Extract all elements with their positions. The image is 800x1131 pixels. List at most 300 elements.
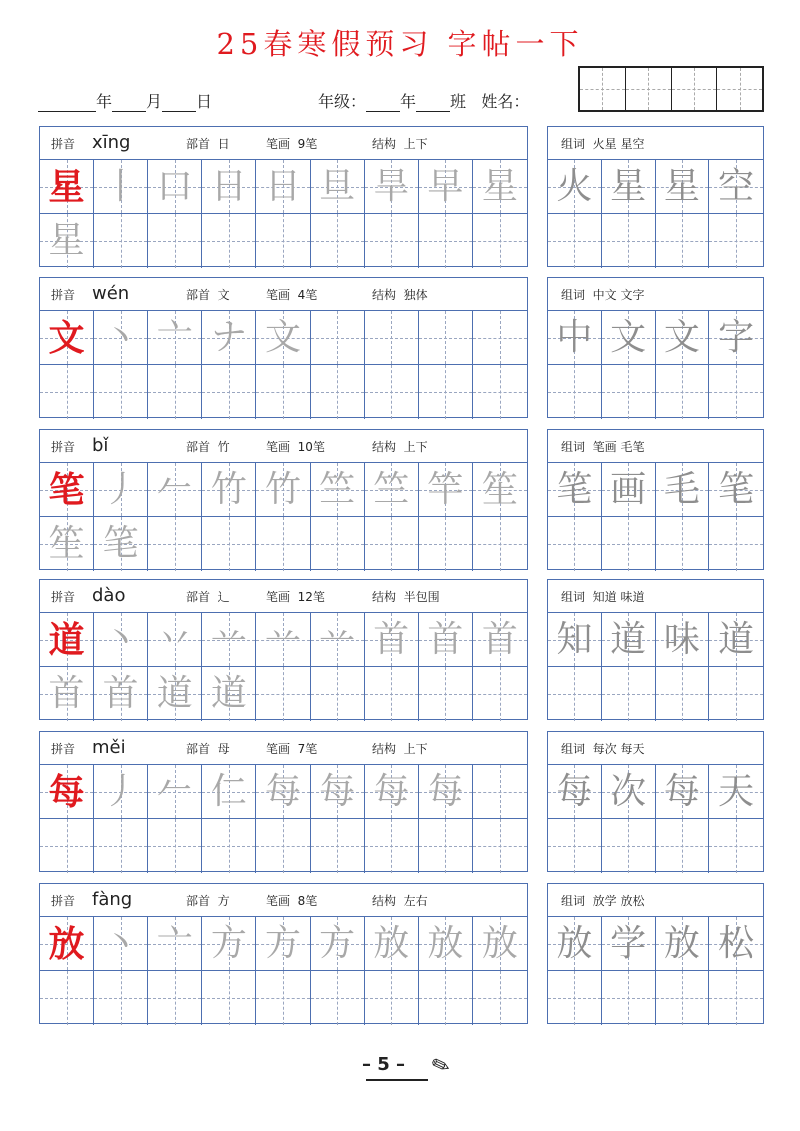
- words-cell[interactable]: [656, 311, 710, 365]
- words-cell[interactable]: [709, 365, 763, 419]
- practice-cell[interactable]: [40, 214, 94, 268]
- practice-cell[interactable]: [148, 971, 202, 1025]
- pinyin-value: xīng: [92, 132, 131, 153]
- stroke-info: [266, 740, 317, 757]
- stroke-step: 笔: [102, 523, 139, 564]
- strokes-value: 12笔: [297, 589, 325, 604]
- radical-label: 部首: [186, 439, 211, 454]
- practice-cell[interactable]: [202, 613, 256, 667]
- practice-cell[interactable]: [365, 765, 419, 819]
- practice-cell[interactable]: [311, 517, 365, 571]
- word-character: 味: [663, 618, 700, 660]
- practice-cell[interactable]: [40, 971, 94, 1025]
- practice-cell[interactable]: [419, 311, 473, 365]
- practice-cell[interactable]: [311, 160, 365, 214]
- words-info: [561, 588, 644, 605]
- practice-cell[interactable]: [473, 517, 527, 571]
- radical-info: [186, 588, 230, 605]
- words-cell[interactable]: [548, 463, 602, 517]
- practice-cell[interactable]: [419, 971, 473, 1025]
- words-cell[interactable]: [656, 765, 710, 819]
- words-panel: [547, 579, 764, 720]
- pinyin-value: měi: [92, 737, 126, 758]
- stroke-step: 丿: [102, 468, 139, 510]
- word-character: 次: [610, 770, 647, 812]
- word-character: 学: [610, 922, 647, 964]
- words-cell[interactable]: [548, 765, 602, 819]
- practice-cell[interactable]: [473, 917, 527, 971]
- stroke-step: 放: [427, 922, 464, 964]
- practice-grid: [40, 917, 527, 1025]
- words-cell[interactable]: [602, 971, 656, 1025]
- practice-cell[interactable]: [256, 214, 310, 268]
- words-cell[interactable]: [656, 365, 710, 419]
- word-character: 笔: [556, 468, 593, 510]
- structure-info: [372, 892, 428, 909]
- day-blank[interactable]: [162, 98, 196, 112]
- words-cell[interactable]: [602, 214, 656, 268]
- words-info: [561, 135, 644, 152]
- words-cell[interactable]: [602, 613, 656, 667]
- practice-cell[interactable]: [473, 971, 527, 1025]
- practice-cell[interactable]: [40, 160, 94, 214]
- words-cell[interactable]: [709, 517, 763, 571]
- words-cell[interactable]: [656, 971, 710, 1025]
- word-character: 放: [556, 922, 593, 964]
- practice-cell[interactable]: [94, 311, 148, 365]
- stroke-info: [266, 892, 317, 909]
- footer-underline: [366, 1079, 428, 1081]
- model-character: 道: [48, 618, 85, 661]
- structure-label: 结构: [372, 589, 397, 604]
- practice-cell[interactable]: [256, 311, 310, 365]
- structure-info: [372, 286, 428, 303]
- name-box[interactable]: [578, 66, 764, 112]
- practice-cell[interactable]: [473, 667, 527, 721]
- stroke-step: 䒑: [264, 618, 301, 660]
- words-cell[interactable]: [709, 463, 763, 517]
- practice-cell[interactable]: [311, 667, 365, 721]
- structure-label: 结构: [372, 741, 397, 756]
- practice-cell[interactable]: [365, 971, 419, 1025]
- practice-cell[interactable]: [148, 819, 202, 873]
- word-character: 松: [718, 922, 755, 964]
- practice-cell[interactable]: [148, 365, 202, 419]
- practice-grid: [40, 463, 527, 571]
- words-cell[interactable]: [602, 365, 656, 419]
- stroke-step: 日: [210, 165, 247, 207]
- radical-info: [186, 135, 230, 152]
- practice-cell[interactable]: [473, 765, 527, 819]
- practice-cell[interactable]: [202, 160, 256, 214]
- practice-cell[interactable]: [148, 214, 202, 268]
- words-cell[interactable]: [548, 214, 602, 268]
- practice-cell[interactable]: [419, 365, 473, 419]
- words-info: [561, 740, 644, 757]
- pinyin-label: 拼音: [51, 893, 76, 908]
- stroke-step: 日: [264, 165, 301, 207]
- practice-cell[interactable]: [256, 613, 310, 667]
- practice-cell[interactable]: [256, 667, 310, 721]
- pinyin-label: 拼音: [51, 589, 76, 604]
- stroke-step: 早: [427, 165, 464, 207]
- practice-cell[interactable]: [94, 463, 148, 517]
- words-cell[interactable]: [548, 917, 602, 971]
- structure-label: 结构: [372, 136, 397, 151]
- words-info: [561, 892, 644, 909]
- words-panel: [547, 731, 764, 872]
- words-value: 每次 每天: [592, 741, 645, 756]
- practice-cell[interactable]: [365, 667, 419, 721]
- words-header: [548, 580, 763, 613]
- stroke-step: 竺: [373, 468, 410, 510]
- model-character: 放: [48, 922, 85, 965]
- practice-cell[interactable]: [40, 517, 94, 571]
- practice-cell[interactable]: [419, 463, 473, 517]
- words-label: 组词: [561, 741, 586, 756]
- radical-value: 辶: [217, 589, 230, 604]
- practice-cell[interactable]: [473, 613, 527, 667]
- words-cell[interactable]: [548, 517, 602, 571]
- word-character: 中: [556, 316, 593, 358]
- words-cell[interactable]: [602, 667, 656, 721]
- class-blank[interactable]: [416, 98, 450, 112]
- practice-cell[interactable]: [94, 667, 148, 721]
- practice-cell[interactable]: [311, 613, 365, 667]
- practice-header: [40, 580, 527, 613]
- words-value: 知道 味道: [592, 589, 645, 604]
- practice-cell[interactable]: [202, 765, 256, 819]
- words-cell[interactable]: [709, 311, 763, 365]
- practice-cell[interactable]: [40, 765, 94, 819]
- practice-cell[interactable]: [365, 160, 419, 214]
- practice-cell[interactable]: [311, 971, 365, 1025]
- words-cell[interactable]: [548, 667, 602, 721]
- words-header: [548, 278, 763, 311]
- practice-cell[interactable]: [202, 365, 256, 419]
- word-character: 画: [610, 468, 647, 510]
- name-cell[interactable]: [626, 68, 672, 110]
- practice-cell[interactable]: [365, 517, 419, 571]
- structure-value: 半包围: [403, 589, 440, 604]
- practice-cell[interactable]: [94, 613, 148, 667]
- words-cell[interactable]: [602, 463, 656, 517]
- word-character: 毛: [663, 468, 700, 510]
- year-label: 年: [96, 92, 113, 111]
- practice-cell[interactable]: [473, 160, 527, 214]
- words-value: 放学 放松: [592, 893, 645, 908]
- practice-header: [40, 127, 527, 160]
- stroke-step: 首: [48, 673, 85, 714]
- pinyin-value: fàng: [92, 889, 133, 910]
- words-cell[interactable]: [602, 311, 656, 365]
- pinyin-value: dào: [92, 585, 126, 606]
- practice-cell[interactable]: [202, 463, 256, 517]
- practice-cell[interactable]: [473, 214, 527, 268]
- word-character: 星: [663, 165, 700, 207]
- words-cell[interactable]: [548, 160, 602, 214]
- practice-grid: [40, 765, 527, 873]
- practice-cell[interactable]: [256, 365, 310, 419]
- name-cell[interactable]: [717, 68, 762, 110]
- practice-cell[interactable]: [419, 160, 473, 214]
- pinyin-label: 拼音: [51, 741, 76, 756]
- words-header: [548, 732, 763, 765]
- words-grid: [548, 311, 763, 419]
- practice-cell[interactable]: [365, 613, 419, 667]
- words-cell[interactable]: [709, 667, 763, 721]
- pinyin-value: bǐ: [92, 435, 109, 456]
- stroke-step: 旦: [319, 165, 356, 207]
- model-character: 文: [48, 316, 85, 359]
- stroke-step: 星: [481, 165, 518, 207]
- radical-label: 部首: [186, 589, 211, 604]
- practice-cell[interactable]: [311, 917, 365, 971]
- practice-cell[interactable]: [419, 667, 473, 721]
- words-panel: [547, 429, 764, 570]
- words-cell[interactable]: [656, 917, 710, 971]
- words-panel: [547, 883, 764, 1024]
- structure-info: [372, 740, 428, 757]
- practice-cell[interactable]: [40, 463, 94, 517]
- radical-label: 部首: [186, 136, 211, 151]
- words-cell[interactable]: [602, 517, 656, 571]
- structure-info: [372, 135, 428, 152]
- stroke-step: 丨: [102, 165, 139, 207]
- stroke-step: 每: [319, 770, 356, 812]
- page-title: 25春寒假预习 字帖一下: [216, 27, 584, 61]
- practice-cell[interactable]: [256, 819, 310, 873]
- word-character: 文: [663, 316, 700, 358]
- words-cell[interactable]: [709, 819, 763, 873]
- words-cell[interactable]: [602, 819, 656, 873]
- practice-cell[interactable]: [419, 517, 473, 571]
- practice-cell[interactable]: [40, 819, 94, 873]
- practice-cell[interactable]: [256, 517, 310, 571]
- stroke-step: 每: [373, 770, 410, 812]
- practice-cell[interactable]: [148, 613, 202, 667]
- word-character: 火: [556, 165, 593, 207]
- words-value: 火星 星空: [592, 136, 645, 151]
- stroke-step: 仁: [210, 770, 247, 812]
- radical-label: 部首: [186, 893, 211, 908]
- practice-cell[interactable]: [148, 765, 202, 819]
- word-character: 知: [556, 618, 593, 660]
- words-cell[interactable]: [656, 160, 710, 214]
- month-blank[interactable]: [112, 98, 146, 112]
- practice-cell[interactable]: [202, 311, 256, 365]
- stroke-step: 道: [156, 673, 193, 714]
- word-character: 道: [610, 618, 647, 660]
- practice-cell[interactable]: [256, 463, 310, 517]
- name-cell[interactable]: [580, 68, 626, 110]
- stroke-step: 𠂉: [156, 468, 193, 510]
- practice-cell[interactable]: [202, 819, 256, 873]
- pinyin-value: wén: [92, 283, 130, 304]
- words-header: [548, 430, 763, 463]
- practice-cell[interactable]: [94, 214, 148, 268]
- practice-cell[interactable]: [40, 667, 94, 721]
- practice-cell[interactable]: [365, 463, 419, 517]
- practice-cell[interactable]: [473, 463, 527, 517]
- practice-panel: [39, 883, 528, 1024]
- practice-cell[interactable]: [419, 613, 473, 667]
- words-header: [548, 884, 763, 917]
- practice-cell[interactable]: [94, 160, 148, 214]
- stroke-step: 首: [102, 673, 139, 714]
- stroke-step: 丶: [102, 922, 139, 964]
- radical-info: [186, 286, 230, 303]
- structure-label: 结构: [372, 287, 397, 302]
- words-cell[interactable]: [709, 214, 763, 268]
- radical-value: 文: [217, 287, 230, 302]
- words-cell[interactable]: [548, 613, 602, 667]
- stroke-info: [266, 438, 325, 455]
- practice-cell[interactable]: [365, 917, 419, 971]
- radical-info: [186, 438, 230, 455]
- practice-panel: [39, 126, 528, 267]
- words-cell[interactable]: [548, 365, 602, 419]
- words-cell[interactable]: [548, 819, 602, 873]
- words-cell[interactable]: [548, 971, 602, 1025]
- name-cell[interactable]: [672, 68, 718, 110]
- radical-value: 方: [217, 893, 230, 908]
- page-number: – 5 –: [362, 1054, 406, 1075]
- stroke-step: 丶: [102, 316, 139, 358]
- strokes-label: 笔画: [266, 287, 291, 302]
- practice-cell[interactable]: [94, 971, 148, 1025]
- words-info: [561, 286, 644, 303]
- practice-cell[interactable]: [419, 214, 473, 268]
- practice-cell[interactable]: [94, 517, 148, 571]
- structure-info: [372, 588, 440, 605]
- practice-cell[interactable]: [94, 765, 148, 819]
- practice-cell[interactable]: [148, 667, 202, 721]
- practice-cell[interactable]: [365, 311, 419, 365]
- strokes-value: 7笔: [297, 741, 318, 756]
- practice-cell[interactable]: [311, 311, 365, 365]
- practice-cell[interactable]: [202, 667, 256, 721]
- strokes-value: 8笔: [297, 893, 318, 908]
- words-cell[interactable]: [709, 613, 763, 667]
- practice-cell[interactable]: [94, 819, 148, 873]
- practice-cell[interactable]: [148, 517, 202, 571]
- strokes-value: 9笔: [297, 136, 318, 151]
- practice-cell[interactable]: [202, 971, 256, 1025]
- word-character: 道: [718, 618, 755, 660]
- practice-cell[interactable]: [473, 311, 527, 365]
- strokes-label: 笔画: [266, 136, 291, 151]
- words-cell[interactable]: [602, 917, 656, 971]
- practice-cell[interactable]: [148, 463, 202, 517]
- stroke-step: 方: [210, 922, 247, 964]
- radical-value: 竹: [217, 439, 230, 454]
- practice-cell[interactable]: [311, 765, 365, 819]
- practice-cell[interactable]: [202, 517, 256, 571]
- words-panel: [547, 126, 764, 267]
- radical-label: 部首: [186, 287, 211, 302]
- words-cell[interactable]: [656, 819, 710, 873]
- practice-grid: [40, 160, 527, 268]
- stroke-info: [266, 286, 317, 303]
- practice-cell[interactable]: [148, 917, 202, 971]
- words-cell[interactable]: [656, 613, 710, 667]
- stroke-step: 每: [427, 770, 464, 812]
- strokes-label: 笔画: [266, 893, 291, 908]
- practice-cell[interactable]: [202, 917, 256, 971]
- grade-year-label: 年: [400, 92, 417, 111]
- words-cell[interactable]: [602, 160, 656, 214]
- practice-cell[interactable]: [40, 311, 94, 365]
- strokes-value: 10笔: [297, 439, 325, 454]
- words-label: 组词: [561, 136, 586, 151]
- words-cell[interactable]: [709, 917, 763, 971]
- practice-cell[interactable]: [473, 819, 527, 873]
- strokes-value: 4笔: [297, 287, 318, 302]
- practice-cell[interactable]: [419, 917, 473, 971]
- stroke-step: 竹: [264, 468, 301, 510]
- practice-cell[interactable]: [256, 917, 310, 971]
- practice-cell[interactable]: [419, 765, 473, 819]
- radical-info: [186, 740, 230, 757]
- words-cell[interactable]: [548, 311, 602, 365]
- practice-cell[interactable]: [419, 819, 473, 873]
- word-character: 文: [610, 316, 647, 358]
- stroke-info: [266, 135, 317, 152]
- words-cell[interactable]: [656, 667, 710, 721]
- grade-blank[interactable]: [366, 98, 400, 112]
- words-value: 中文 文字: [592, 287, 645, 302]
- practice-cell[interactable]: [311, 365, 365, 419]
- practice-cell[interactable]: [365, 214, 419, 268]
- words-cell[interactable]: [656, 463, 710, 517]
- pinyin-label: 拼音: [51, 136, 76, 151]
- practice-cell[interactable]: [148, 160, 202, 214]
- practice-cell[interactable]: [311, 819, 365, 873]
- practice-cell[interactable]: [311, 463, 365, 517]
- practice-cell[interactable]: [202, 214, 256, 268]
- words-cell[interactable]: [709, 765, 763, 819]
- word-character: 天: [718, 770, 755, 812]
- practice-cell[interactable]: [256, 160, 310, 214]
- year-blank[interactable]: [38, 98, 96, 112]
- words-info: [561, 438, 644, 455]
- words-cell[interactable]: [709, 971, 763, 1025]
- practice-cell[interactable]: [365, 365, 419, 419]
- structure-info: [372, 438, 428, 455]
- practice-cell[interactable]: [365, 819, 419, 873]
- words-cell[interactable]: [709, 160, 763, 214]
- practice-cell[interactable]: [40, 365, 94, 419]
- practice-cell[interactable]: [40, 613, 94, 667]
- practice-cell[interactable]: [256, 765, 310, 819]
- practice-panel: [39, 731, 528, 872]
- practice-cell[interactable]: [94, 917, 148, 971]
- word-character: 笔: [718, 468, 755, 510]
- stroke-step: 星: [48, 220, 85, 261]
- strokes-label: 笔画: [266, 439, 291, 454]
- words-cell[interactable]: [656, 517, 710, 571]
- practice-cell[interactable]: [94, 365, 148, 419]
- words-cell[interactable]: [602, 765, 656, 819]
- practice-cell[interactable]: [473, 365, 527, 419]
- practice-cell[interactable]: [256, 971, 310, 1025]
- practice-cell[interactable]: [311, 214, 365, 268]
- practice-cell[interactable]: [40, 917, 94, 971]
- words-cell[interactable]: [656, 214, 710, 268]
- practice-cell[interactable]: [148, 311, 202, 365]
- practice-header: [40, 732, 527, 765]
